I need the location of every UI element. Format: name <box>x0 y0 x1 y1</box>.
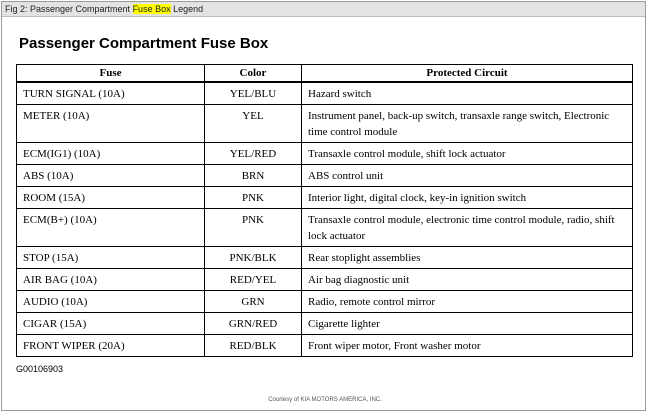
color-cell: YEL <box>205 105 302 143</box>
circuit-cell: Air bag diagnostic unit <box>302 269 633 291</box>
circuit-cell: Hazard switch <box>302 82 633 105</box>
table-row <box>17 291 633 313</box>
circuit-cell: Transaxle control module, shift lock actuator <box>302 143 633 165</box>
color-cell: PNK <box>205 209 302 247</box>
courtesy-note: Courtesy of KIA MOTORS AMERICA, INC. <box>268 397 382 403</box>
color-cell: GRN <box>205 291 302 313</box>
fuse-cell: ECM(B+) (10A) <box>17 209 205 247</box>
circuit-cell: Front wiper motor, Front washer motor <box>302 335 633 357</box>
header-color: Color <box>205 65 302 83</box>
fuse-cell: AIR BAG (10A) <box>17 269 205 291</box>
caption-prefix: Fig 2: Passenger Compartment <box>5 4 133 14</box>
fuse-cell: ECM(IG1) (10A) <box>17 143 205 165</box>
circuit-cell: Interior light, digital clock, key-in ignition switch <box>302 187 633 209</box>
circuit-cell: Transaxle control module, electronic time control module, radio, shift lock actuator <box>302 209 633 247</box>
fuse-cell: TURN SIGNAL (10A) <box>17 82 205 105</box>
fuse-cell: ABS (10A) <box>17 165 205 187</box>
table-row <box>17 143 633 165</box>
fuse-cell: AUDIO (10A) <box>17 291 205 313</box>
circuit-cell: Cigarette lighter <box>302 313 633 335</box>
color-cell: GRN/RED <box>205 313 302 335</box>
color-cell: RED/BLK <box>205 335 302 357</box>
caption-suffix: Legend <box>170 4 204 14</box>
table-row <box>17 247 633 269</box>
circuit-cell: Radio, remote control mirror <box>302 291 633 313</box>
figure-code: G00106903 <box>16 364 64 374</box>
circuit-cell: Rear stoplight assemblies <box>302 247 633 269</box>
table-header-row <box>17 65 633 83</box>
header-fuse: Fuse <box>17 65 205 83</box>
table-row <box>17 313 633 335</box>
fuse-cell: STOP (15A) <box>17 247 205 269</box>
table-row <box>17 269 633 291</box>
color-cell: YEL/RED <box>205 143 302 165</box>
color-cell: YEL/BLU <box>205 82 302 105</box>
color-cell: RED/YEL <box>205 269 302 291</box>
circuit-cell: Instrument panel, back-up switch, transaxle range switch, Electronic time control module <box>302 105 633 143</box>
table-row <box>17 165 633 187</box>
fuse-cell: CIGAR (15A) <box>17 313 205 335</box>
document-title: Passenger Compartment Fuse Box <box>19 35 269 52</box>
fuse-cell: METER (10A) <box>17 105 205 143</box>
color-cell: PNK/BLK <box>205 247 302 269</box>
color-cell: PNK <box>205 187 302 209</box>
fuse-table <box>16 64 633 357</box>
table-row <box>17 209 633 247</box>
color-cell: BRN <box>205 165 302 187</box>
table-row <box>17 105 633 143</box>
table-row <box>17 187 633 209</box>
header-protected-circuit: Protected Circuit <box>302 65 633 83</box>
table-row <box>17 82 633 105</box>
fuse-cell: ROOM (15A) <box>17 187 205 209</box>
fuse-cell: FRONT WIPER (20A) <box>17 335 205 357</box>
table-body <box>17 82 633 357</box>
table-row <box>17 335 633 357</box>
caption-highlight: Fuse Box <box>132 4 171 14</box>
figure-caption <box>2 2 645 17</box>
circuit-cell: ABS control unit <box>302 165 633 187</box>
